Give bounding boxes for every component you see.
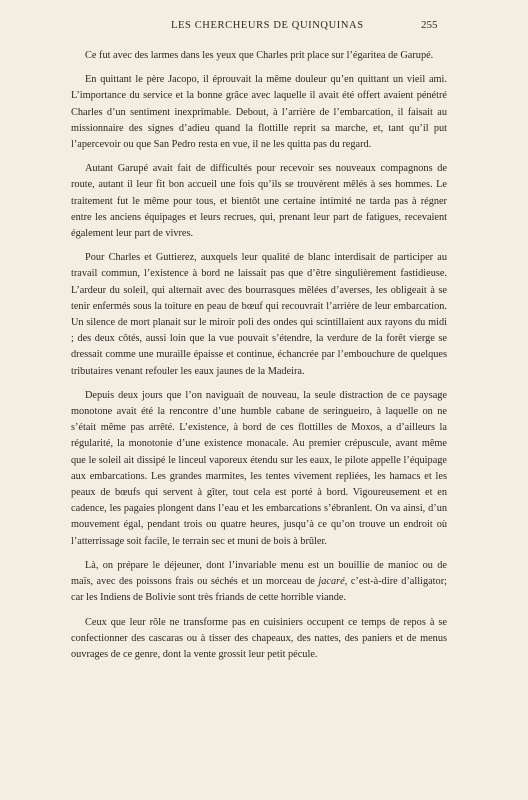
paragraph-5: Depuis deux jours que l’on naviguait de nouveau, la seule distraction de ce paysage monotone avait été la rencontre d’une humble cabane de seringueiro, à laquelle on ne s’était même pas arrêté. L’existence, à bord de ces flottilles de Moxos, a d’ailleurs la régularité, la monotonie d’une existence monacale. Au premier crépuscule, avant même que le soleil ait dissipé le linceul vaporeux étendu sur les eaux, le pilote appelle l’équipage aux embarcations. Les grandes marmites, les tentes vivement repliées, les hamacs et les peaux de bœufs qui servent à gîter, tout cela est porté à bord. Vigoureusement et en cadence, les pagaies plongent dans l’eau et les embarcations s’ébranlent. On va ainsi, d’un mouvement égal, pendant trois ou quatre heures, jusqu’à ce qu’on trouve un endroit où l’atterrissage soit facile, le terrain sec et muni de bois à brûler.: [71, 389, 447, 547]
paragraph-6-text-before: Là, on prépare le déjeuner, dont l’invariable menu est un bouillie de manioc ou de maïs, avec des poissons frais ou séchés et un morceau de: [71, 559, 447, 588]
page-header: [0, 16, 528, 36]
paragraph-6: [71, 558, 447, 607]
paragraph-7: Ceux que leur rôle ne transforme pas en cuisiniers occupent ce temps de repos à se confectionner des cascaras ou à tisser des chapeaux, des nattes, des paniers et de menus ouvrages de ce genre, dont la vente grossit leur petit pécule.: [71, 616, 447, 660]
running-title: LES CHERCHEURS DE QUINQUINAS: [171, 20, 364, 31]
page-number: 255: [421, 19, 438, 31]
paragraph-1: Ce fut avec des larmes dans les yeux que Charles prit place sur l’égaritea de Garupé.: [85, 50, 434, 61]
body-text: [71, 48, 447, 671]
paragraph-2: En quittant le père Jacopo, il éprouvait la même douleur qu’en quittant un vieil ami. L’importance du service et la bonne grâce avec laquelle il avait été offert avaient pénétré Charles d’un sentiment inexprimable. Debout, à l’arrière de l’embarcation, il faisait au missionnaire des signes d’adieu quand la flottille reprit sa marche, et, tant qu’il put l’apercevoir ou que San Pedro resta en vue, il ne les quitta pas du regard.: [71, 74, 447, 151]
paragraph-4: Pour Charles et Guttierez, auxquels leur qualité de blanc interdisait de participer au travail commun, l’existence à bord ne laissait pas que d’être singulièrement fastidieuse. L’ardeur du soleil, qui alternait avec des bourrasques mêlées d’averses, les obligeait à se tenir enfermés sous la toiture en peau de bœuf qui recouvrait l’arrière de leur embarcation. Un silence de mort planait sur le miroir poli des ondes qui scintillaient aux rayons du midi ; des deux côtés, aussi loin que la vue pouvait s’étendre, la verdure de la forêt vierge se dressait comme une muraille épaisse et continue, échancrée par l’embouchure de quelques tributaires venant refouler les eaux jaunes de la Madeira.: [71, 252, 447, 377]
paragraph-6-text-after: , c’est-à-dire d’alligator; car les Indiens de Bolivie sont très friands de cette horrible viande.: [71, 576, 447, 604]
italic-word: jacaré: [318, 576, 345, 588]
paragraph-3: Autant Garupé avait fait de difficultés pour recevoir ses nouveaux compagnons de route, autant il leur fit bon accueil une fois qu’ils se trouvèrent mêlés à ses hommes. Le traitement fut le même pour tous, et bientôt une certaine intimité ne tarda pas à régner entre les anciens équipages et leurs recrues, qui, prenant leur part de fatigues, recevaient également leur part de vivres.: [71, 163, 447, 240]
